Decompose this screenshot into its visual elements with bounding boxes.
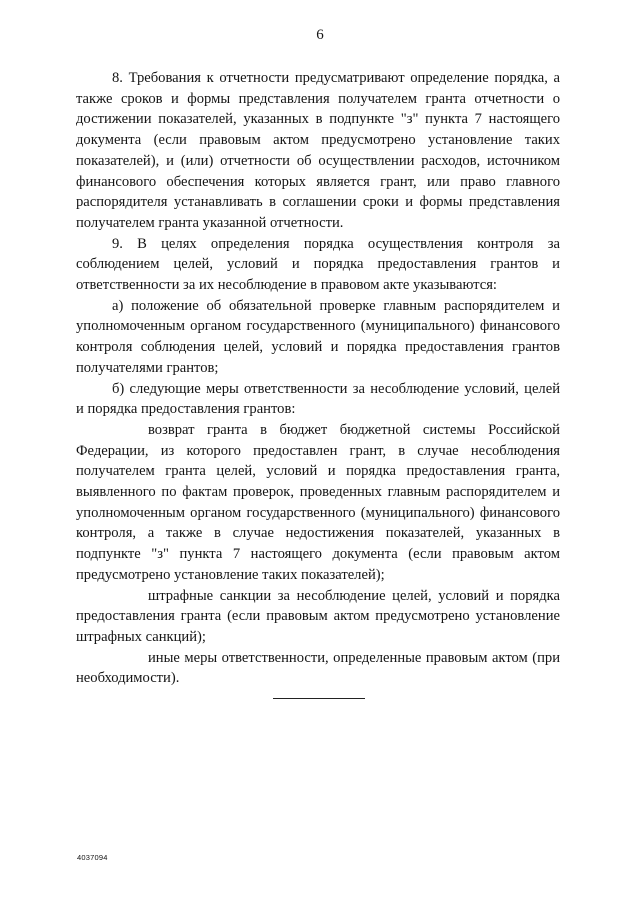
measure-grant-return: возврат гранта в бюджет бюджетной системы Российской Федерации, из которого предоставлен грант, в случае несоблюдения получателем гранта целей, условий и порядка предоставления гранта, выявленного по фактам проверок, проведенных главным распорядителем и уполномоченным органом государственного (муниципального) финансового контроля, а также в случае недостижения показателей, указанных в подпункте "з" пункта 7 настоящего документа (если правовым актом предусмотрено установление таких показателей);: [76, 421, 560, 583]
end-divider: [273, 698, 365, 699]
paragraph-9-item-b: б) следующие меры ответственности за несоблюдение условий, целей и порядка предоставления грантов:: [76, 380, 560, 418]
paragraph-9-item-a: а) положение об обязательной проверке главным распорядителем и уполномоченным органом государственного (муниципального) финансового контроля соблюдения целей, условий и порядка предоставления грантов получателями грантов;: [76, 297, 560, 376]
measure-penalties: штрафные санкции за несоблюдение целей, условий и порядка предоставления гранта (если правовым актом предусмотрено установление штрафных санкций);: [76, 587, 560, 645]
document-code: 4037094: [77, 853, 108, 862]
measure-other: иные меры ответственности, определенные правовым актом (при необходимости).: [76, 649, 560, 687]
paragraph-9: 9. В целях определения порядка осуществления контроля за соблюдением целей, условий и порядка предоставления грантов и ответственности за их несоблюдение в правовом акте указываются:: [76, 235, 560, 294]
document-body: [76, 68, 560, 689]
page-number: 6: [316, 27, 324, 43]
paragraph-8: 8. Требования к отчетности предусматривают определение порядка, а также сроков и формы представления получателем гранта отчетности о достижении показателей, указанных в подпункте "з" пункта 7 настоящего документа (если правовым актом предусмотрено установление таких показателей), и (или) отчетности об осуществлении расходов, источником финансового обеспечения которых является грант, или право главного распорядителя устанавливать в соглашении сроки и формы представления получателем гранта указанной отчетности.: [76, 70, 560, 231]
